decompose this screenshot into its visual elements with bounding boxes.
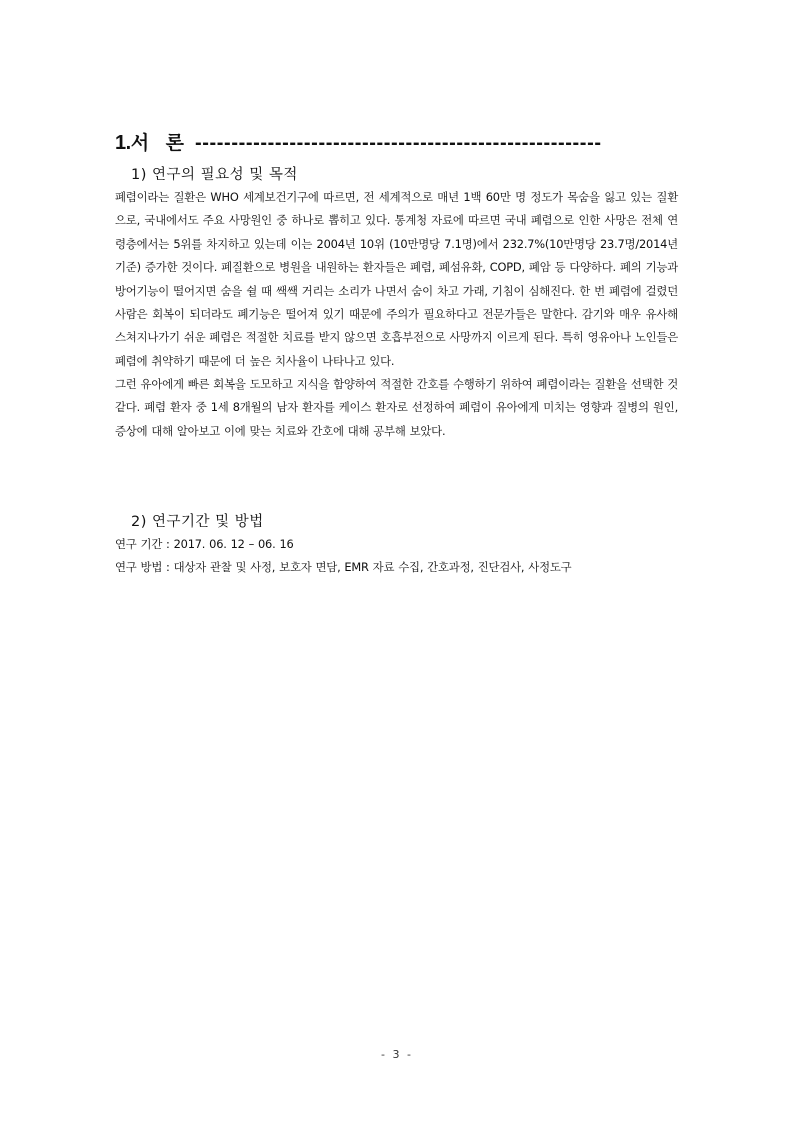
chapter-heading	[115, 128, 677, 155]
section-heading-method: 2) 연구기간 및 방법	[131, 514, 264, 530]
paragraph-background: 폐렴이라는 질환은 WHO 세계보건기구에 따르면, 전 세계적으로 매년 1백 60만 명 정도가 목숨을 잃고 있는 질환으로, 국내에서도 주요 사망원인 중 하나로 뽑히고 있다. 통계청 자료에 따르면 국내 폐렴으로 인한 사망은 전체 연령층에서는 5위를 차지하고 있는데 이는 2004년 10위 (10만명당 7.1명)에서 232.7%(10만명당 23.7명/2014년 기준) 증가한 것이다. 폐질환으로 병원을 내원하는 환자들은 폐렴, 폐섬유화, COPD, 폐암 등 다양하다. 폐의 기능과 방어기능이 떨어지면 숨을 쉴 때 쌕쌕 거리는 소리가 나면서 숨이 차고 가래, 기침이 심해진다. 한 번 폐렴에 걸렸던 사람은 회복이 되더라도 폐기능은 떨어져 있기 때문에 주의가 필요하다고 전문가들은 말한다. 감기와 매우 유사해 스쳐지나가기 쉬운 폐렴은 적절한 치료를 받지 않으면 호흡부전으로 사망까지 이르게 된다. 특히 영유아나 노인들은 폐렴에 취약하기 때문에 더 높은 치사율이 나타나고 있다.	[115, 190, 678, 368]
chapter-leader-dashes: --------------------------------------------------------	[195, 132, 602, 154]
chapter-number: 1.	[115, 132, 131, 154]
chapter-title: 서 론	[130, 132, 190, 154]
research-method: 연구 방법 : 대상자 관찰 및 사정, 보호자 면담, EMR 자료 수집, 간호과정, 진단검사, 사정도구	[115, 560, 572, 574]
page-number: - 3 -	[381, 1048, 413, 1061]
paragraph-rationale: 그런 유아에게 빠른 회복을 도모하고 지식을 함양하여 적절한 간호를 수행하기 위하여 폐렴이라는 질환을 선택한 것 같다. 폐렴 환자 중 1세 8개월의 남자 환자를 케이스 환자로 선정하여 폐렴이 유아에게 미치는 영향과 질병의 원인, 증상에 대해 알아보고 이에 맞는 치료와 간호에 대해 공부해 보았다.	[115, 377, 678, 438]
research-period: 연구 기간 : 2017. 06. 12 – 06. 16	[115, 537, 294, 551]
section-heading-purpose: 1) 연구의 필요성 및 목적	[131, 167, 298, 183]
